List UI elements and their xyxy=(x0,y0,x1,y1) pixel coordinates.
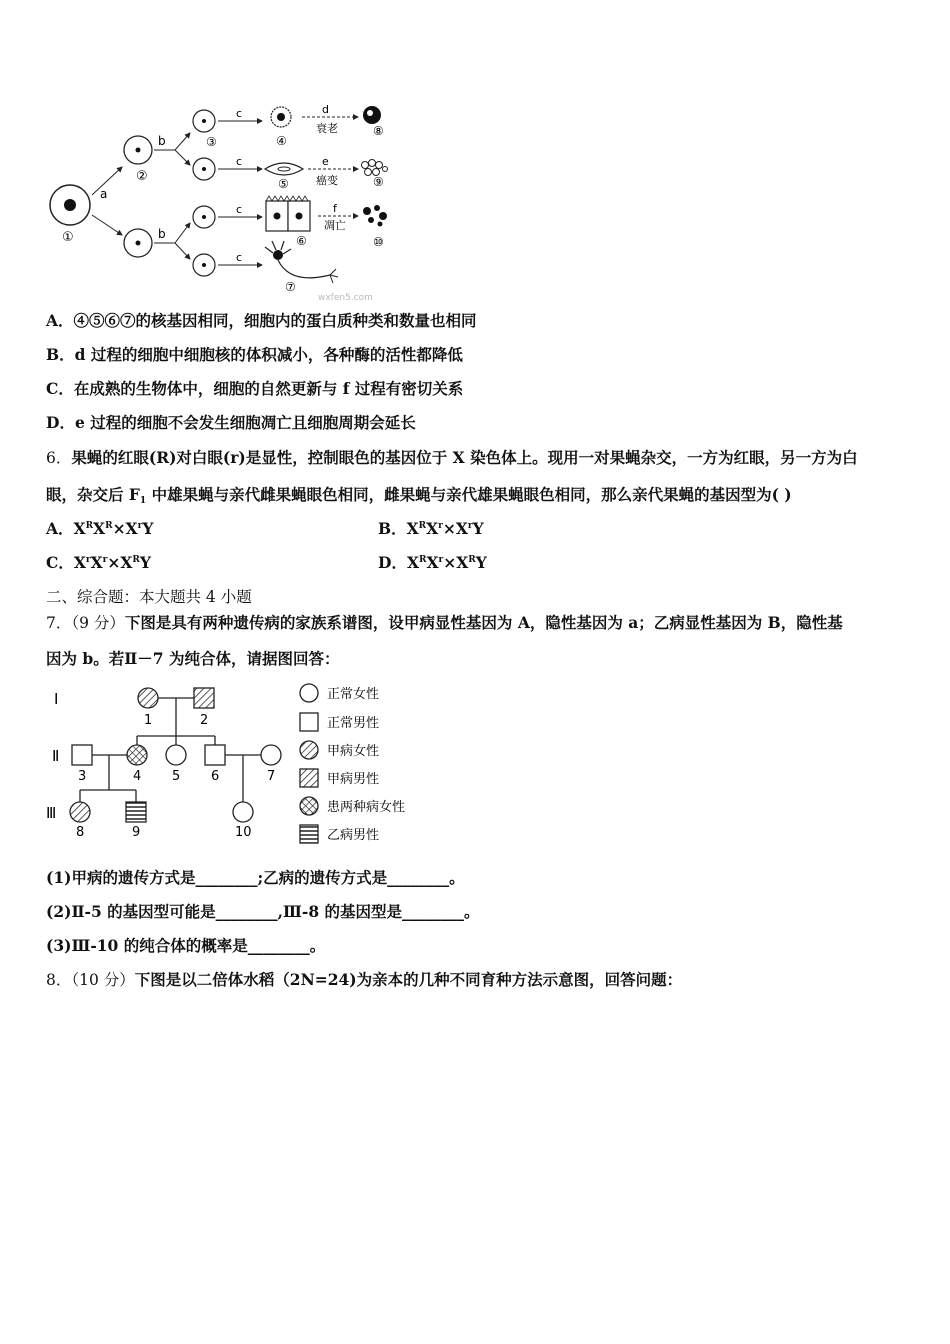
num-3: ③ xyxy=(206,135,217,149)
label-3: 3 xyxy=(78,769,87,784)
q7-sub-3: (3)Ⅲ-10 的纯合体的概率是________。 xyxy=(46,936,326,955)
label-f: f xyxy=(333,202,337,215)
section-2-heading: 二、综合题：本大题共 4 小题 xyxy=(46,588,252,606)
q5-option-a: A．④⑤⑥⑦的核基因相同，细胞内的蛋白质种类和数量也相同 xyxy=(46,311,477,330)
label-c4: c xyxy=(236,251,243,264)
label-c1: c xyxy=(236,107,243,120)
individual-7 xyxy=(261,745,281,765)
cell-9 xyxy=(362,160,388,176)
individual-8 xyxy=(70,802,90,822)
num-6: ⑥ xyxy=(296,234,307,248)
q6-line-2: 眼，杂交后 $F_1$ 中雄果蝇与亲代雌果蝇眼色相同，雌果蝇与亲代雄果蝇眼色相同，那么亲代果蝇的基因型为( ) xyxy=(46,485,792,506)
cell-10 xyxy=(363,205,387,227)
individual-4 xyxy=(127,745,147,765)
label-10: 10 xyxy=(235,825,252,840)
individual-9 xyxy=(126,802,146,822)
label-5: 5 xyxy=(172,769,181,784)
cell-2b xyxy=(124,229,152,257)
cell-5 xyxy=(265,163,303,175)
individual-10 xyxy=(233,802,253,822)
label-b2: b xyxy=(158,227,166,241)
label-d: d xyxy=(322,103,329,116)
num-4: ④ xyxy=(276,134,287,148)
label-2: 2 xyxy=(200,713,209,728)
gen-I: Ⅰ xyxy=(54,690,59,708)
legend-a-male-symbol xyxy=(300,769,318,787)
q7-sub-1: (1)甲病的遗传方式是________;乙病的遗传方式是________。 xyxy=(46,868,465,887)
cell-4 xyxy=(271,107,291,127)
label-7: 7 xyxy=(267,769,276,784)
q6-option-a: A．$X^RX^R\times X^rY$ xyxy=(46,519,154,538)
q6-option-b: B．$X^RX^r\times X^rY$ xyxy=(378,519,484,538)
cell-3 xyxy=(193,110,215,132)
legend-a-male: 甲病男性 xyxy=(327,772,380,787)
individual-2 xyxy=(194,688,214,708)
q8-line: 8．（10 分）下图是以二倍体水稻（2N=24)为亲本的几种不同育种方法示意图，回答问题： xyxy=(46,970,683,989)
label-1: 1 xyxy=(144,713,153,728)
label-8: 8 xyxy=(76,825,85,840)
label-6: 6 xyxy=(211,769,220,784)
individual-6 xyxy=(205,745,225,765)
process-e: 癌变 xyxy=(316,174,338,187)
num-1: ① xyxy=(62,230,74,245)
legend-normal-female-symbol xyxy=(300,684,318,702)
num-7: ⑦ xyxy=(285,280,296,294)
cell-differentiation-diagram xyxy=(40,95,410,305)
legend-a-female-symbol xyxy=(300,741,318,759)
label-4: 4 xyxy=(133,769,142,784)
num-8: ⑧ xyxy=(373,124,384,138)
watermark: wxfen5.com xyxy=(318,293,373,303)
q6-line-1: 6．果蝇的红眼(R)对白眼(r)是显性，控制眼色的基因位于 X 染色体上。现用一对果蝇杂交，一方为红眼，另一方为白 xyxy=(46,448,858,467)
label-e: e xyxy=(322,155,329,168)
process-d: 衰老 xyxy=(316,122,338,135)
label-b1: b xyxy=(158,134,166,148)
label-c3: c xyxy=(236,203,243,216)
legend-both-female: 患两种病女性 xyxy=(327,800,406,815)
num-10: ⑩ xyxy=(373,235,384,249)
q6-option-c: C．$X^rX^r\times X^RY$ xyxy=(46,553,151,572)
q7-line-2: 因为 b。若Ⅱ－7 为纯合体，请据图回答： xyxy=(46,649,340,668)
individual-3 xyxy=(72,745,92,765)
cell-2 xyxy=(124,136,152,164)
num-2: ② xyxy=(136,169,148,184)
legend-normal-male: 正常男性 xyxy=(327,716,380,731)
legend-a-female: 甲病女性 xyxy=(327,744,380,759)
legend-normal-male-symbol xyxy=(300,713,318,731)
q7-sub-2: (2)Ⅱ-5 的基因型可能是________,Ⅲ-8 的基因型是________。 xyxy=(46,902,480,921)
label-a: a xyxy=(100,187,108,201)
label-9: 9 xyxy=(132,825,141,840)
individual-5 xyxy=(166,745,186,765)
q5-option-c: C．在成熟的生物体中，细胞的自然更新与 f 过程有密切关系 xyxy=(46,379,464,398)
q7-line-1: 7．（9 分）下图是具有两种遗传病的家族系谱图，设甲病显性基因为 A，隐性基因为 a；乙病显性基因为 B，隐性基 xyxy=(46,613,843,632)
q5-option-b: B．d 过程的细胞中细胞核的体积减小，各种酶的活性都降低 xyxy=(46,345,463,364)
cell-8 xyxy=(363,106,381,124)
gen-II: Ⅱ xyxy=(52,747,60,765)
process-f: 凋亡 xyxy=(324,219,346,232)
legend-b-male: 乙病男性 xyxy=(327,828,380,843)
num-5: ⑤ xyxy=(278,177,289,191)
legend-both-female-symbol xyxy=(300,797,318,815)
cell-1 xyxy=(50,185,90,225)
individual-1 xyxy=(138,688,158,708)
q6-option-d: D．$X^RX^r\times X^RY$ xyxy=(378,553,487,572)
label-c2: c xyxy=(236,155,243,168)
pedigree-chart xyxy=(44,678,444,848)
legend-normal-female: 正常女性 xyxy=(327,687,380,702)
num-9: ⑨ xyxy=(373,175,384,189)
legend-b-male-symbol xyxy=(300,825,318,843)
gen-III: Ⅲ xyxy=(46,804,57,822)
q5-option-d: D．e 过程的细胞不会发生细胞凋亡且细胞周期会延长 xyxy=(46,413,416,432)
cell-6 xyxy=(266,196,310,231)
